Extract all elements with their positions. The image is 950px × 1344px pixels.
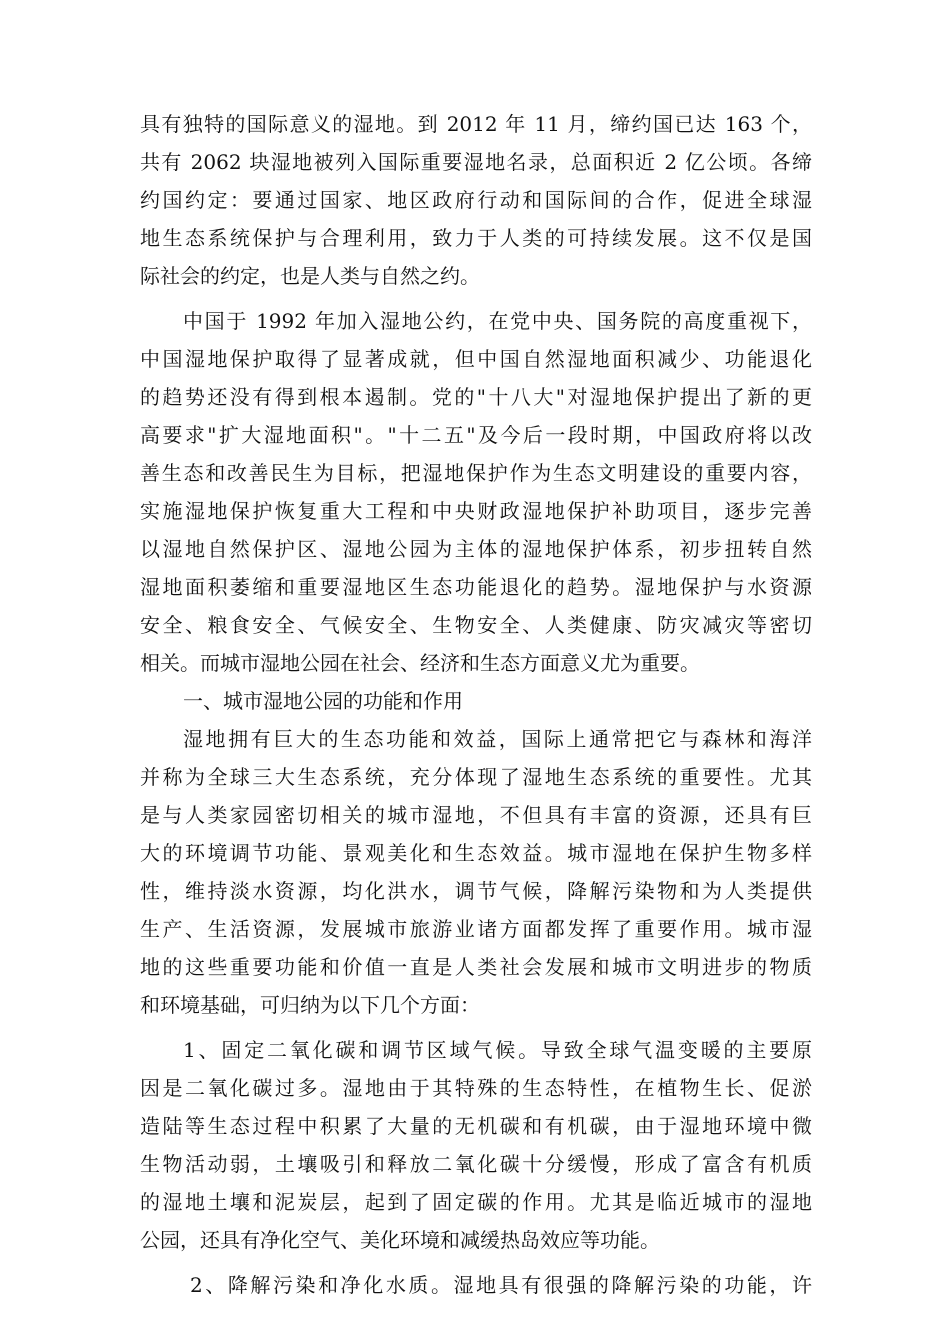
text-line: 生产、生活资源，发展城市旅游业诸方面都发挥了重要作用。城市湿 — [140, 917, 812, 941]
text-line: 相关。而城市湿地公园在社会、经济和生态方面意义尤为重要。 — [140, 651, 700, 675]
text-line: 2、降解污染和净化水质。湿地具有很强的降解污染的功能，许 — [190, 1273, 812, 1297]
text-line: 因是二氧化碳过多。湿地由于其特殊的生态特性，在植物生长、促淤 — [140, 1076, 812, 1100]
text-line: 性，维持淡水资源，均化洪水，调节气候，降解污染物和为人类提供 — [140, 879, 812, 903]
text-line: 是与人类家园密切相关的城市湿地，不但具有丰富的资源，还具有巨 — [140, 803, 812, 827]
text-line: 以湿地自然保护区、湿地公园为主体的湿地保护体系，初步扭转自然 — [140, 537, 812, 561]
text-line: 大的环境调节功能、景观美化和生态效益。城市湿地在保护生物多样 — [140, 841, 812, 865]
text-line: 湿地面积萎缩和重要湿地区生态功能退化的趋势。湿地保护与水资源 — [140, 575, 812, 599]
text-line: 中国湿地保护取得了显著成就，但中国自然湿地面积减少、功能退化 — [140, 347, 812, 371]
text-line: 善生态和改善民生为目标，把湿地保护作为生态文明建设的重要内容， — [140, 461, 812, 485]
text-line: 共有 2062 块湿地被列入国际重要湿地名录，总面积近 2 亿公顷。各缔 — [140, 150, 812, 174]
text-line: 的趋势还没有得到根本遏制。党的"十八大"对湿地保护提出了新的更 — [140, 385, 812, 409]
document-body — [140, 105, 812, 1304]
text-line: 的湿地土壤和泥炭层，起到了固定碳的作用。尤其是临近城市的湿地 — [140, 1190, 812, 1214]
text-line: 实施湿地保护恢复重大工程和中央财政湿地保护补助项目，逐步完善 — [140, 499, 812, 523]
text-line: 具有独特的国际意义的湿地。到 2012 年 11 月，缔约国已达 163 个， — [140, 112, 812, 136]
text-line: 造陆等生态过程中积累了大量的无机碳和有机碳，由于湿地环境中微 — [140, 1114, 812, 1138]
text-line: 生物活动弱，土壤吸引和释放二氧化碳十分缓慢，形成了富含有机质 — [140, 1152, 812, 1176]
text-line: 公园，还具有净化空气、美化环境和减缓热岛效应等功能。 — [140, 1228, 660, 1252]
text-line: 湿地拥有巨大的生态功能和效益，国际上通常把它与森林和海洋 — [183, 727, 812, 751]
text-line: 地生态系统保护与合理利用，致力于人类的可持续发展。这不仅是国 — [140, 226, 812, 250]
text-line: 约国约定：要通过国家、地区政府行动和国际间的合作，促进全球湿 — [140, 188, 812, 212]
text-line: 安全、粮食安全、气候安全、生物安全、人类健康、防灾减灾等密切 — [140, 613, 812, 637]
text-line: 高要求"扩大湿地面积"。"十二五"及今后一段时期，中国政府将以改 — [140, 423, 812, 447]
text-line: 1、固定二氧化碳和调节区域气候。导致全球气温变暖的主要原 — [183, 1038, 812, 1062]
text-line: 和环境基础，可归纳为以下几个方面： — [140, 993, 480, 1017]
text-line: 并称为全球三大生态系统，充分体现了湿地生态系统的重要性。尤其 — [140, 765, 812, 789]
section-heading: 一、城市湿地公园的功能和作用 — [183, 689, 463, 713]
text-line: 地的这些重要功能和价值一直是人类社会发展和城市文明进步的物质 — [140, 955, 812, 979]
text-line: 中国于 1992 年加入湿地公约，在党中央、国务院的高度重视下， — [183, 309, 812, 333]
text-line: 际社会的约定，也是人类与自然之约。 — [140, 264, 480, 288]
